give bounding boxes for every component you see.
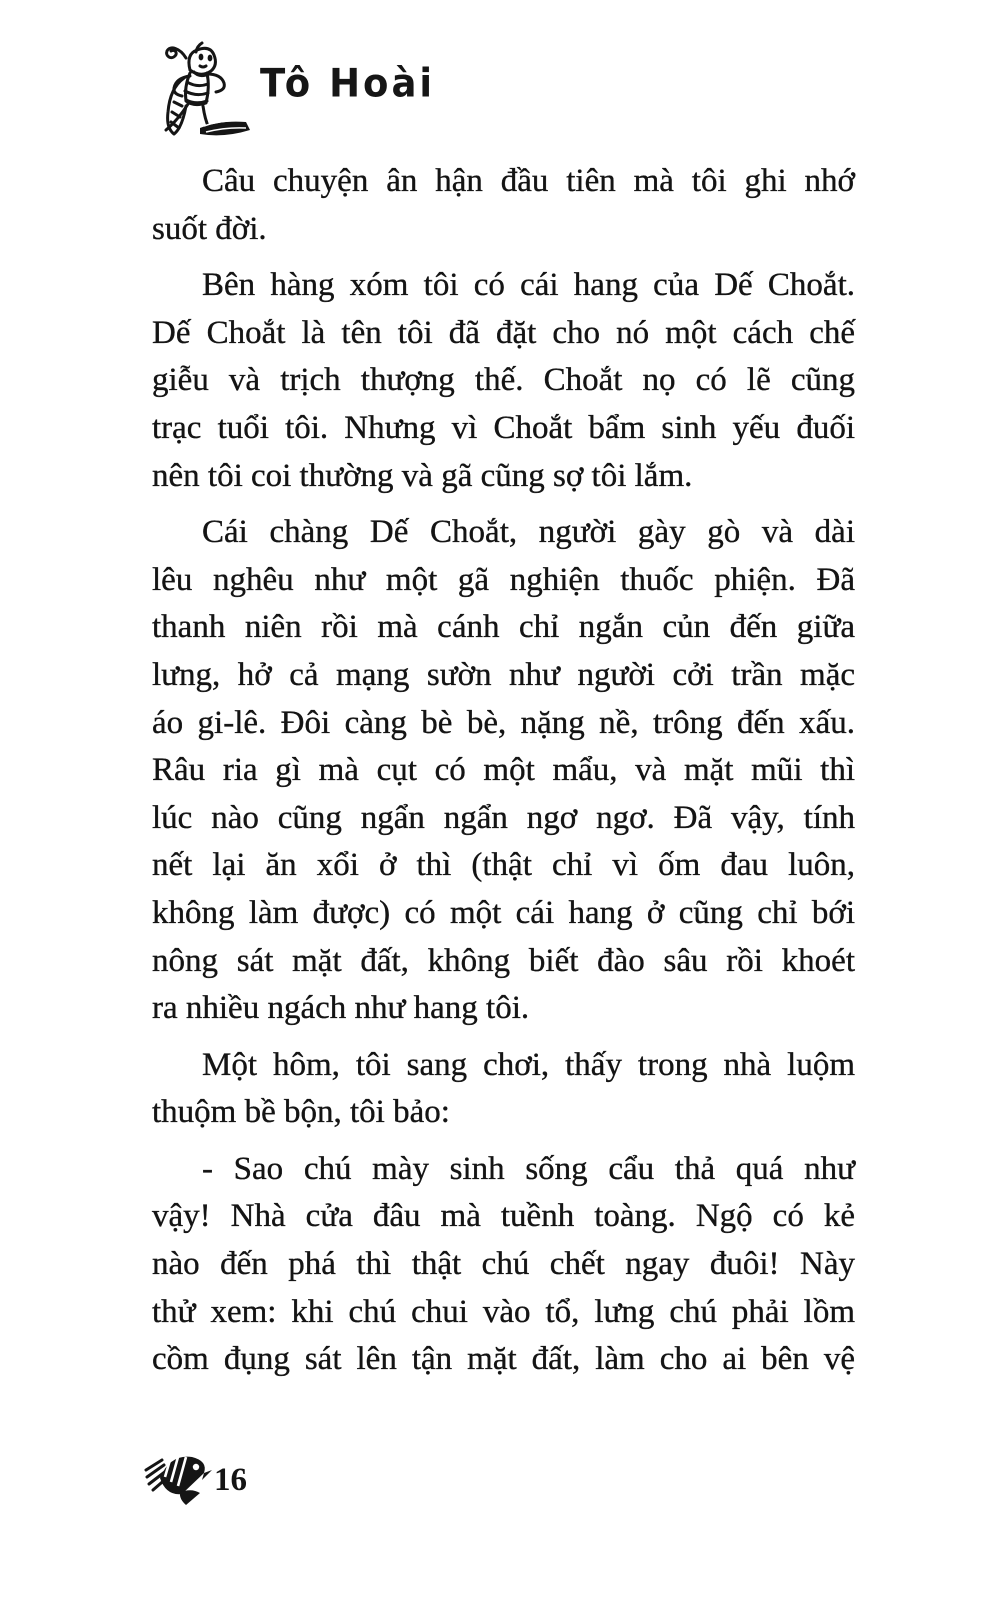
text-line: cồm đụng sát lên tận mặt đất, làm cho ai bên vệ — [152, 1341, 855, 1378]
cricket-illustration-icon — [148, 40, 252, 140]
text-line: áo gi-lê. Đôi càng bè bè, nặng nề, trông đến xấu. — [152, 704, 855, 741]
text-line: nên tôi coi thường và gã cũng sợ tôi lắm. — [152, 457, 693, 494]
page-footer — [140, 1446, 247, 1508]
text-line: nông sát mặt đất, không biết đào sâu rồi khoét — [152, 942, 855, 979]
text-line: thuộm bề bộn, tôi bảo: — [152, 1094, 450, 1131]
paragraph-2 — [152, 262, 855, 500]
text-line: Một hôm, tôi sang chơi, thấy trong nhà luộm — [202, 1046, 855, 1083]
text-line: lúc nào cũng ngẩn ngẩn ngơ ngơ. Đã vậy, tính — [152, 799, 855, 836]
paragraph-5 — [152, 1146, 855, 1384]
page-header — [148, 40, 435, 140]
text-line: nào đến phá thì thật chú chết ngay đuôi! Này — [152, 1246, 855, 1283]
text-line: Cái chàng Dế Choắt, người gày gò và dài — [202, 514, 855, 551]
text-line: Râu ria gì mà cụt có một mẩu, và mặt mũi thì — [152, 752, 855, 789]
text-line: Bên hàng xóm tôi có cái hang của Dế Choắt. — [202, 267, 855, 304]
text-line: không làm được) có một cái hang ở cũng chỉ bới — [152, 894, 855, 931]
text-line: Dế Choắt là tên tôi đã đặt cho nó một cách chế — [152, 314, 855, 351]
text-line: vậy! Nhà cửa đâu mà tuềnh toàng. Ngộ có kẻ — [152, 1198, 855, 1235]
author-name: Tô Hoài — [260, 60, 436, 106]
text-line: Câu chuyện ân hận đầu tiên mà tôi ghi nhớ — [202, 163, 855, 199]
text-line: thanh niên rồi mà cánh chỉ ngắn củn đến giữa — [152, 609, 855, 646]
text-line: trạc tuổi tôi. Nhưng vì Choắt bẩm sinh yếu đuối — [152, 409, 855, 446]
paragraph-3 — [152, 509, 855, 1033]
page-number: 16 — [214, 1461, 247, 1498]
text-line: nết lại ăn xổi ở thì (thật chỉ vì ốm đau luôn, — [152, 847, 855, 884]
text-line: lêu nghêu như một gã nghiện thuốc phiện. Đã — [152, 561, 855, 598]
paragraph-4 — [152, 1042, 855, 1137]
text-line: ra nhiều ngách như hang tôi. — [152, 990, 530, 1027]
text-line: - Sao chú mày sinh sống cẩu thả quá như — [202, 1150, 855, 1187]
fish-ornament-icon — [140, 1446, 220, 1508]
text-line: lưng, hở cả mạng sườn như người cởi trần mặc — [152, 656, 855, 693]
text-line: thử xem: khi chú chui vào tổ, lưng chú phải lồm — [152, 1293, 855, 1330]
text-line: giễu và trịch thượng thế. Choắt nọ có lẽ cũng — [152, 362, 855, 399]
page-body-text — [152, 158, 855, 1384]
text-line: suốt đời. — [152, 210, 267, 247]
paragraph-1 — [152, 158, 855, 253]
